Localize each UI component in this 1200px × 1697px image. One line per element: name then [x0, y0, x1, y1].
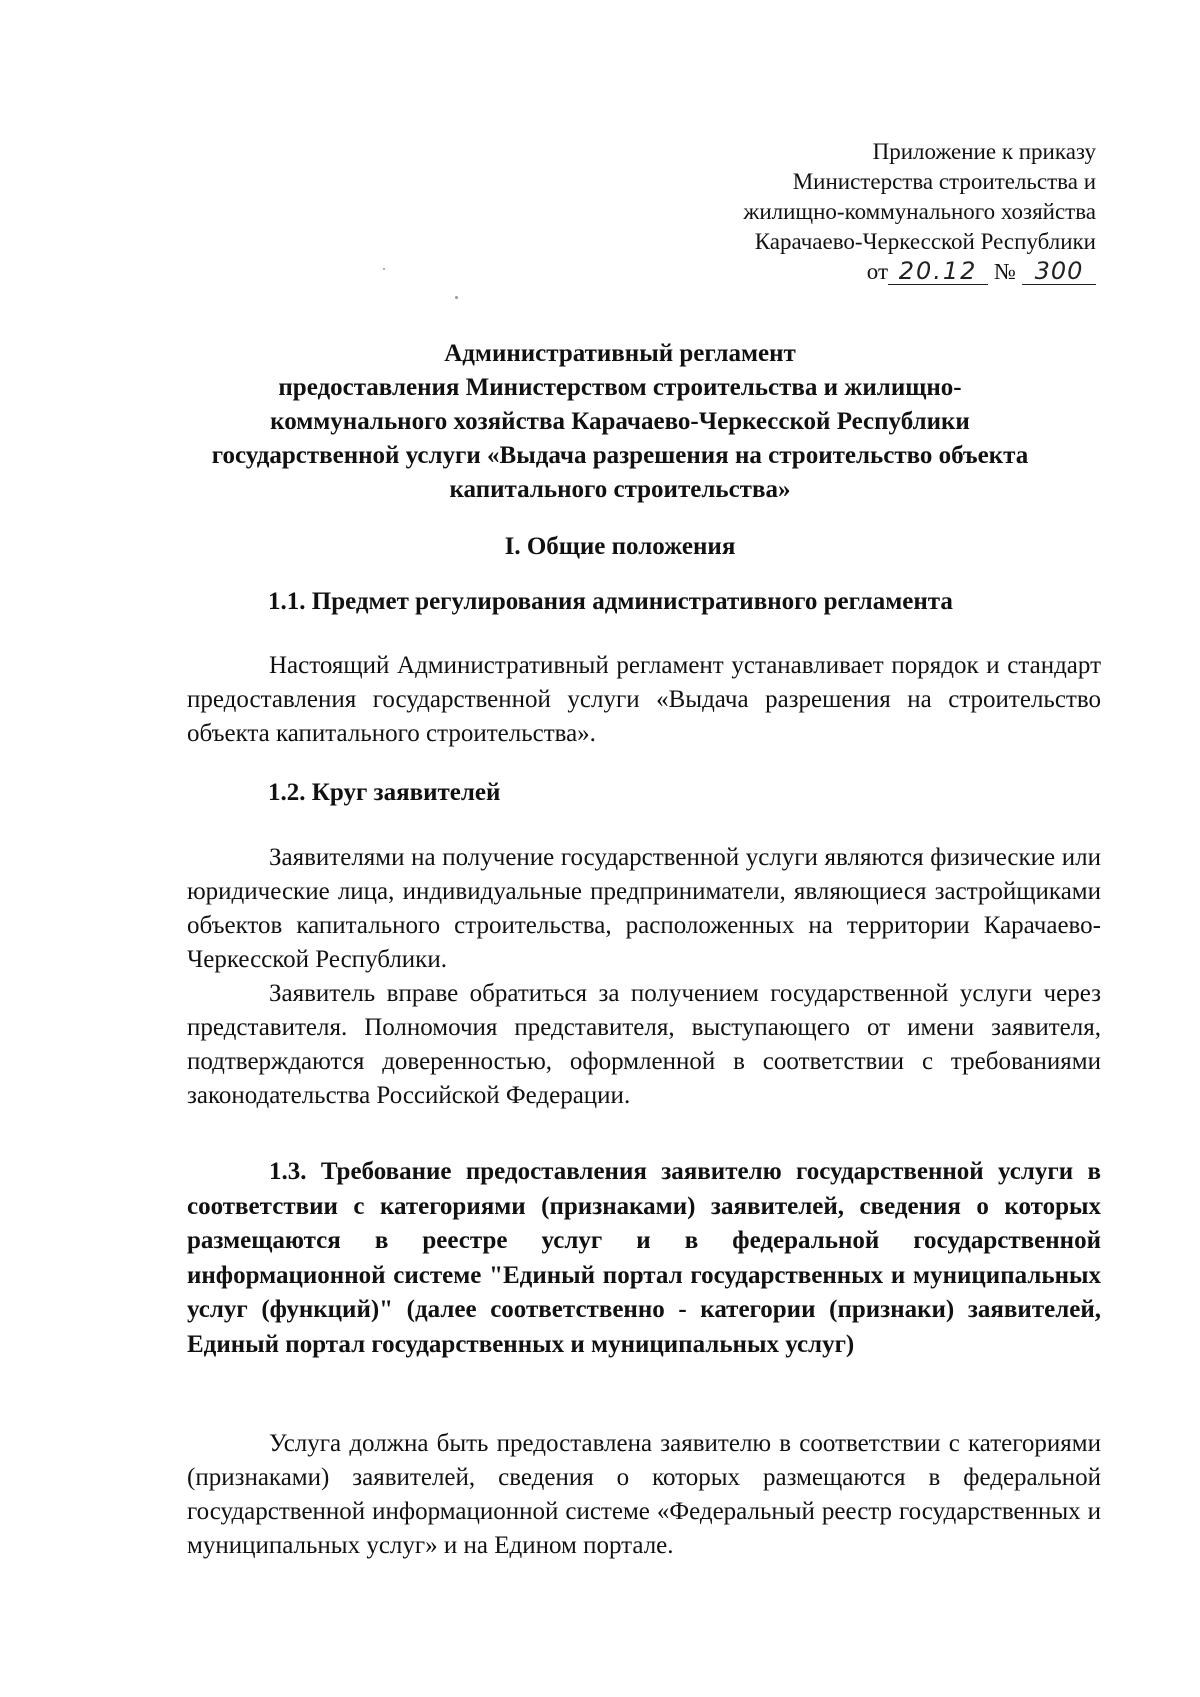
annex-line-3: жилищно-коммунального хозяйства: [743, 199, 1096, 224]
handwritten-date: 20.12: [888, 258, 988, 285]
number-prefix: №: [994, 259, 1016, 284]
subsection-1-2-paragraph-2: [187, 977, 1101, 1113]
annex-line-1: Приложение к приказу: [872, 139, 1096, 164]
handwritten-number: 300: [1022, 258, 1096, 285]
annex-line-2: Министерства строительства и: [792, 169, 1096, 194]
subsection-1-2-heading: 1.2. Круг заявителей: [268, 779, 501, 806]
title-line-2: предоставления Министерством строительства и жилищно-: [278, 374, 962, 401]
paragraph-text: Услуга должна быть предоставлена заявителю в соответствии с категориями (признаками) заявителей, сведения о которых размещаются в федеральной государственной информационной системе «Федеральный реестр государственных и муниципальных услуг» и на Едином портале.: [187, 1430, 1101, 1559]
date-prefix: от: [866, 259, 889, 284]
subsection-1-1-heading: 1.1. Предмет регулирования административного регламента: [268, 588, 953, 615]
scan-speck: [455, 296, 458, 299]
title-line-3: коммунального хозяйства Карачаево-Черкесской Республики: [270, 408, 970, 435]
document-title: [150, 337, 1090, 507]
paragraph-text: Заявитель вправе обратиться за получением государственной услуги через представителя. Полномочия представителя, выступающего от имени заявителя, подтверждаются доверенностью, оформленной в соответствии с требованиями законодательства Российской Федерации.: [187, 980, 1101, 1109]
subsection-1-3-heading: [187, 1155, 1101, 1362]
annex-header: [640, 137, 1096, 291]
annex-line-4: Карачаево-Черкесской Республики: [754, 229, 1096, 254]
title-line-1: Административный регламент: [444, 340, 796, 367]
subsection-1-3-paragraph: [187, 1427, 1101, 1563]
subsection-1-3-heading-text: 1.3. Требование предоставления заявителю государственной услуги в соответствии с категориями (признаками) заявителей, сведения о которых размещаются в реестре услуг и в федеральной государственной информационной системе "Единый портал государственных и муниципальных услуг (функций)" (далее соответственно - категории (признаки) заявителей, Единый портал государственных и муниципальных услуг): [187, 1158, 1101, 1358]
subsection-1-2-paragraph-1: [187, 841, 1101, 977]
annex-date-line: [640, 257, 1096, 291]
paragraph-text: Настоящий Административный регламент устанавливает порядок и стандарт предоставления государственной услуги «Выдача разрешения на строительство объекта капитального строительства».: [187, 652, 1101, 747]
title-line-4: государственной услуги «Выдача разрешения на строительство объекта: [211, 442, 1029, 469]
scan-speck: [383, 268, 385, 270]
section-heading: I. Общие положения: [504, 533, 736, 560]
paragraph-text: Заявителями на получение государственной услуги являются физические или юридические лица, индивидуальные предприниматели, являющиеся застройщиками объектов капитального строительства, расположенных на территории Карачаево-Черкесской Республики.: [187, 844, 1101, 973]
subsection-1-1-paragraph: [187, 649, 1101, 751]
title-line-5: капитального строительства»: [449, 476, 791, 503]
